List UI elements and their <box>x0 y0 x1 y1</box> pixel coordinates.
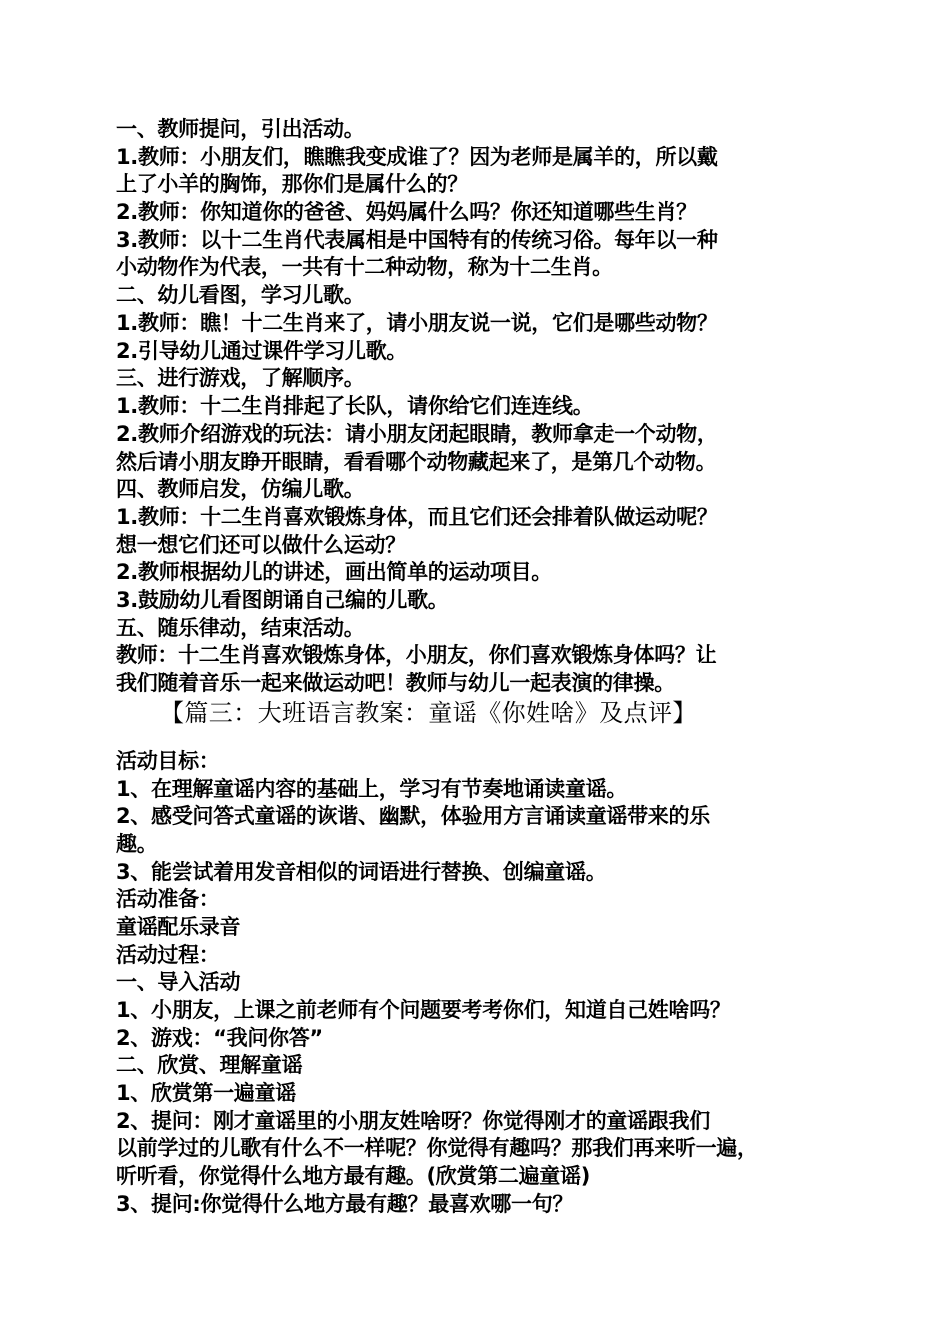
paragraph-line: 1、欣赏第一遍童谣 <box>116 1081 296 1105</box>
paragraph-line: 3.教师：以十二生肖代表属相是中国特有的传统习俗。每年以一种 <box>116 228 718 252</box>
paragraph-line: 1、在理解童谣内容的基础上，学习有节奏地诵读童谣。 <box>116 777 628 801</box>
section-heading-4: 四、教师启发，仿编儿歌。 <box>116 477 365 501</box>
subheading-preparation: 活动准备： <box>116 887 220 911</box>
paragraph-line: 3、提问:你觉得什么地方最有趣？最喜欢哪一句？ <box>116 1192 574 1216</box>
paragraph-line: 以前学过的儿歌有什么不一样呢？你觉得有趣吗？那我们再来听一遍， <box>116 1136 758 1160</box>
paragraph-line: 1.教师：十二生肖喜欢锻炼身体，而且它们还会排着队做运动呢？ <box>116 505 718 529</box>
paragraph-line: 2.教师根据幼儿的讲述，画出简单的运动项目。 <box>116 560 552 584</box>
paragraph-line: 小动物作为代表，一共有十二种动物，称为十二生肖。 <box>116 255 613 279</box>
paragraph-line: 2.引导幼儿通过课件学习儿歌。 <box>116 339 408 363</box>
paragraph-line: 然后请小朋友睁开眼睛，看看哪个动物藏起来了，是第几个动物。 <box>116 450 717 474</box>
section-heading-intro: 一、导入活动 <box>116 970 241 994</box>
paragraph-line: 2.教师：你知道你的爸爸、妈妈属什么吗？你还知道哪些生肖？ <box>116 200 697 224</box>
paragraph-line: 童谣配乐录音 <box>116 915 241 939</box>
article-title: 【篇三：大班语言教案：童谣《你姓啥》及点评】 <box>160 699 697 727</box>
subheading-process: 活动过程： <box>116 943 220 967</box>
section-heading-5: 五、随乐律动，结束活动。 <box>116 616 365 640</box>
paragraph-line: 1.教师：十二生肖排起了长队，请你给它们连连线。 <box>116 394 594 418</box>
section-heading-3: 三、进行游戏，了解顺序。 <box>116 366 365 390</box>
paragraph-line: 1.教师：小朋友们，瞧瞧我变成谁了？因为老师是属羊的，所以戴 <box>116 145 718 169</box>
paragraph-line: 上了小羊的胸饰，那你们是属什么的？ <box>116 172 468 196</box>
section-heading-1: 一、教师提问，引出活动。 <box>116 117 365 141</box>
paragraph-line: 2、感受问答式童谣的诙谐、幽默，体验用方言诵读童谣带来的乐 <box>116 804 710 828</box>
paragraph-line: 3、能尝试着用发音相似的词语进行替换、创编童谣。 <box>116 860 607 884</box>
paragraph-line: 2.教师介绍游戏的玩法：请小朋友闭起眼睛，教师拿走一个动物， <box>116 422 718 446</box>
paragraph-line: 教师：十二生肖喜欢锻炼身体，小朋友，你们喜欢锻炼身体吗？让 <box>116 643 717 667</box>
paragraph-line: 1、小朋友，上课之前老师有个问题要考考你们，知道自己姓啥吗？ <box>116 998 731 1022</box>
paragraph-line: 1.教师：瞧！十二生肖来了，请小朋友说一说，它们是哪些动物？ <box>116 311 718 335</box>
paragraph-line: 想一想它们还可以做什么运动？ <box>116 533 406 557</box>
paragraph-line: 听听看，你觉得什么地方最有趣。(欣赏第二遍童谣) <box>116 1164 590 1188</box>
paragraph-line: 3.鼓励幼儿看图朗诵自己编的儿歌。 <box>116 588 449 612</box>
paragraph-line: 2、提问：刚才童谣里的小朋友姓啥呀？你觉得刚才的童谣跟我们 <box>116 1109 710 1133</box>
section-heading-appreciate: 二、欣赏、理解童谣 <box>116 1053 303 1077</box>
subheading-goals: 活动目标： <box>116 749 220 773</box>
paragraph-line: 趣。 <box>116 832 158 856</box>
paragraph-line: 2、游戏：“我问你答” <box>116 1026 323 1050</box>
section-heading-2: 二、幼儿看图，学习儿歌。 <box>116 283 365 307</box>
paragraph-line: 我们随着音乐一起来做运动吧！教师与幼儿一起表演的律操。 <box>116 671 675 695</box>
